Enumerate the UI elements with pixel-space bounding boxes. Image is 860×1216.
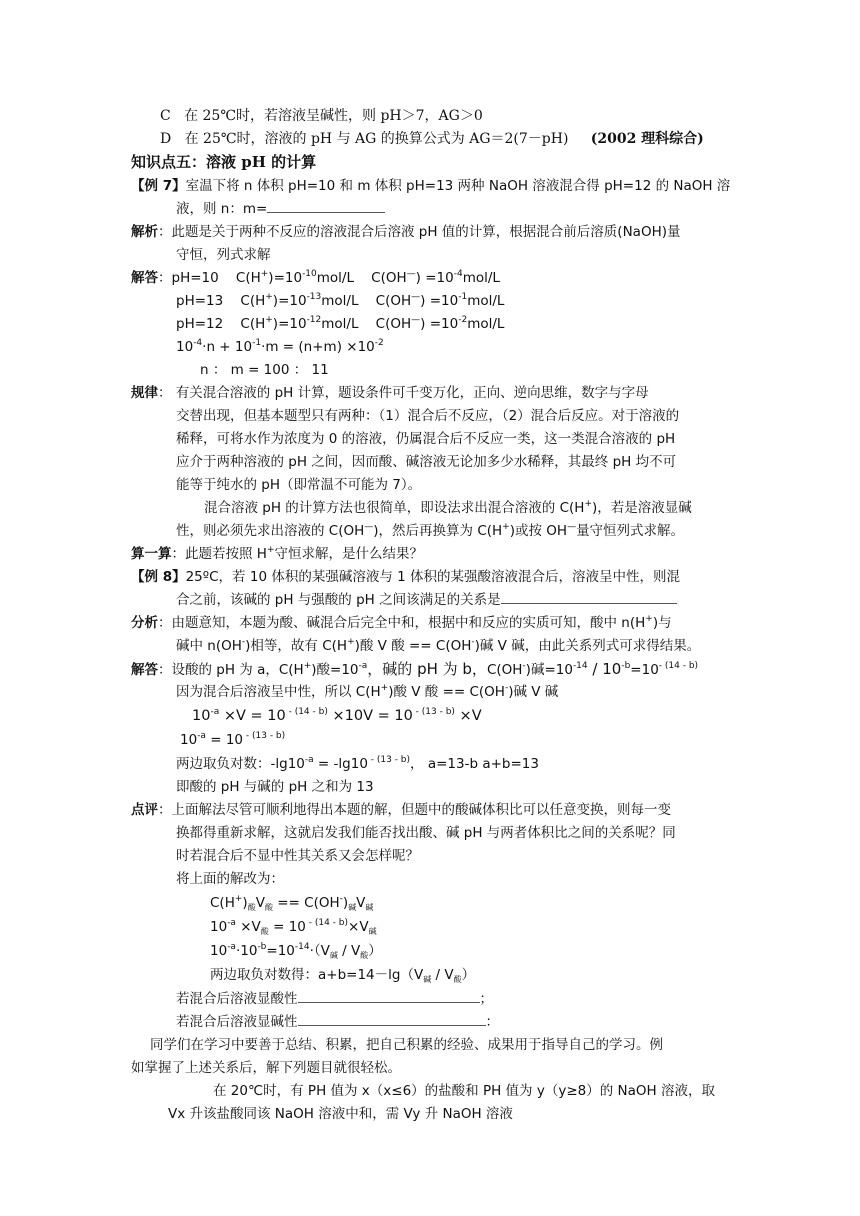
superscript: - bbox=[471, 637, 475, 647]
formula-part: ×V bbox=[235, 919, 261, 935]
comment-label: 点评 bbox=[131, 802, 158, 818]
answer-text: ×10V = 10 bbox=[327, 708, 413, 724]
answer-text: )酸=10 bbox=[311, 662, 359, 678]
subscript: 碱 bbox=[329, 951, 338, 960]
example-8-label: 【例 8】 bbox=[131, 569, 186, 585]
analysis-text: )与 bbox=[652, 615, 672, 631]
formula-part: ×V bbox=[348, 919, 369, 935]
rule-line1 bbox=[131, 383, 649, 403]
analysis-text: 碱中 n(OH bbox=[176, 638, 242, 654]
answer-text: ， a=13-b a+b=13 bbox=[410, 756, 539, 772]
example-8-answer-line4 bbox=[180, 730, 285, 750]
formula-part: / V bbox=[337, 943, 361, 959]
answer-text: =10 bbox=[630, 662, 659, 678]
exponent: - (14 - b) bbox=[285, 707, 328, 717]
superscript: - bbox=[241, 637, 246, 647]
rule-text: 性，则必须先求出溶液的 C(OH bbox=[176, 523, 365, 539]
formula-part: ） bbox=[461, 967, 476, 983]
h-conc-label: C(H bbox=[240, 316, 266, 332]
option-d-text: 在 25℃时，溶液的 pH 与 AG 的换算公式为 AG＝2(7－pH) bbox=[184, 131, 569, 147]
answer-blank[interactable] bbox=[501, 591, 677, 604]
option-d-label: D bbox=[160, 131, 172, 147]
example-7-answer-line1 bbox=[131, 268, 500, 288]
analysis-text: ：由题意知，本题为酸、碱混合后完全中和，根据中和反应的实质可知，酸中 n(H bbox=[158, 615, 646, 631]
answer-text: ，碱的 pH 为 b， bbox=[367, 660, 487, 678]
subscript: 酸 bbox=[453, 975, 462, 984]
rule-line7 bbox=[176, 521, 684, 541]
superscript: + bbox=[584, 499, 592, 509]
example-7-analysis-line2: 守恒，列式求解 bbox=[176, 247, 271, 263]
example-8-answer-line5 bbox=[176, 754, 539, 774]
closing-line2: 如掌握了上述关系后，解下列题目就很轻松。 bbox=[131, 1060, 401, 1076]
answer-text: ：设酸的 pH 为 a，C(H bbox=[158, 662, 304, 678]
option-c-label: C bbox=[160, 108, 171, 124]
subscript: 碱 bbox=[423, 975, 432, 984]
exponent: -b bbox=[621, 661, 631, 671]
example-7-label: 【例 7】 bbox=[131, 178, 186, 194]
exponent: -14 bbox=[294, 942, 310, 952]
exponent: -4 bbox=[453, 269, 463, 279]
exponent: -2 bbox=[374, 338, 384, 348]
calc-text: ：此题若按照 H bbox=[171, 546, 267, 562]
subscript: 酸 bbox=[247, 903, 256, 912]
answer-text: )酸 V 酸 == C(OH bbox=[388, 684, 505, 700]
calc-question bbox=[131, 544, 423, 564]
acid-case bbox=[176, 989, 493, 1009]
subscript: 碱 bbox=[365, 903, 374, 912]
formula-part: 10 bbox=[210, 943, 228, 959]
exponent: -12 bbox=[306, 315, 322, 325]
punct: ； bbox=[479, 991, 493, 1007]
exponent: - (13 - b) bbox=[367, 755, 411, 765]
superscript: + bbox=[266, 545, 275, 555]
oh-conc-label: C(OH bbox=[371, 270, 407, 286]
formula-part: =10 bbox=[266, 943, 295, 959]
exponent: -a bbox=[358, 661, 368, 671]
example-7-answer-line2 bbox=[176, 291, 504, 311]
equals: ) =10 bbox=[420, 316, 459, 332]
unit: mol/L bbox=[316, 270, 354, 286]
exponent: -a bbox=[304, 755, 314, 765]
analysis-text: )相等，故有 C(H bbox=[245, 638, 348, 654]
rule-line6 bbox=[204, 498, 692, 518]
formula-part: == C(OH bbox=[272, 895, 340, 911]
superscript: + bbox=[234, 894, 243, 904]
base-answer-blank[interactable] bbox=[298, 1013, 486, 1026]
example-8-answer-line2 bbox=[176, 682, 558, 702]
superscript: - bbox=[522, 661, 526, 671]
example-7-ratio: n ： m = 100 ： 11 bbox=[200, 362, 329, 378]
answer-text: 因为混合后溶液呈中性，所以 C(H bbox=[176, 684, 381, 700]
h-conc-label: C(H bbox=[240, 293, 266, 309]
example-8-answer-line1 bbox=[131, 659, 698, 680]
exponent: -a bbox=[197, 731, 206, 741]
option-d bbox=[160, 129, 704, 149]
unit: mol/L bbox=[321, 316, 359, 332]
h-conc-label: C(H bbox=[235, 270, 261, 286]
example-8-question-line2 bbox=[176, 590, 677, 610]
closing-line4: Vx 升该盐酸同该 NaOH 溶液中和，需 Vy 升 NaOH 溶液 bbox=[168, 1106, 513, 1122]
example-8-analysis bbox=[131, 613, 672, 633]
example-8-analysis-line2 bbox=[176, 636, 700, 656]
rule-line5: 能等于纯水的 pH（即常温不可能为 7）。 bbox=[176, 477, 422, 493]
example-7-question bbox=[131, 176, 730, 196]
ph-value: pH=13 bbox=[176, 293, 224, 309]
exponent: - (14 - b) bbox=[305, 918, 349, 928]
superscript: — bbox=[411, 315, 421, 325]
exponent: -b bbox=[257, 942, 267, 952]
answer-text: C(OH bbox=[486, 662, 523, 678]
example-8-answer-line3 bbox=[192, 706, 482, 726]
ph-value: ：pH=10 bbox=[158, 270, 219, 286]
formula-part: C(H bbox=[210, 895, 235, 911]
closing-line3: 在 20℃时，有 PH 值为 x（x≤6）的盐酸和 PH 值为 y（y≥8）的 NaOH 溶液，取 bbox=[213, 1083, 715, 1099]
formula-line1 bbox=[210, 893, 373, 913]
example-8-question bbox=[131, 567, 680, 587]
superscript: + bbox=[502, 522, 510, 532]
rule-label: 规律 bbox=[131, 385, 158, 401]
example-7-question-line2 bbox=[176, 199, 385, 219]
base-case bbox=[176, 1012, 499, 1032]
example-7-text-line2: 液，则 n：m= bbox=[176, 201, 268, 217]
example-8-answer-line6: 即酸的 pH 与碱的 pH 之和为 13 bbox=[176, 779, 374, 795]
example-7-analysis bbox=[131, 222, 681, 242]
superscript: + bbox=[265, 292, 273, 302]
eq-part: ·n + 10 bbox=[202, 339, 253, 355]
exponent: - (14 - b) bbox=[658, 661, 699, 671]
superscript: + bbox=[303, 661, 312, 671]
equals: ) =10 bbox=[420, 293, 459, 309]
superscript: - bbox=[339, 894, 343, 904]
rule-text: ： 有关混合溶液的 pH 计算，题设条件可千变万化，正向、逆向思维，数字与字母 bbox=[158, 385, 649, 401]
example-7-equation bbox=[176, 337, 384, 357]
unit: mol/L bbox=[321, 293, 359, 309]
example-7-text-line: 室温下将 n 体积 pH=10 和 m 体积 pH=13 两种 NaOH 溶液混合得 pH=12 的 NaOH 溶 bbox=[185, 178, 731, 194]
answer-text: 10 bbox=[192, 708, 211, 724]
analysis-label: 解析 bbox=[131, 224, 158, 240]
comment-line2: 换都得重新求解，这就启发我们能否找出酸、碱 pH 与两者体积比之间的关系呢？同 bbox=[176, 825, 676, 841]
exponent: - (13 - b) bbox=[412, 707, 455, 717]
exponent: -10 bbox=[302, 269, 317, 279]
formula-part: ·（V bbox=[309, 943, 330, 959]
exponent: -1 bbox=[458, 292, 468, 302]
comment-line4: 将上面的解改为： bbox=[176, 871, 284, 887]
analysis-text: )碱 V 碱，由此关系列式可求得结果。 bbox=[474, 638, 701, 654]
rule-text: )，然后再换算为 C(H bbox=[373, 523, 503, 539]
answer-text: )碱=10 bbox=[525, 662, 573, 678]
eq-part: 10 bbox=[176, 339, 194, 355]
superscript: + bbox=[260, 269, 269, 279]
exponent: -13 bbox=[306, 292, 322, 302]
oh-conc-label: C(OH bbox=[375, 293, 412, 309]
equals: ) =10 bbox=[415, 270, 454, 286]
punct: ： bbox=[485, 1014, 499, 1030]
formula-line2 bbox=[210, 917, 377, 937]
example-8-text: 合之前，该碱的 pH 与强酸的 pH 之间该满足的关系是 bbox=[176, 592, 501, 608]
answer-text: )碱 V 碱 bbox=[508, 684, 559, 700]
rule-line2: 交替出现，但基本题型只有两种：（1）混合后不反应，（2）混合后反应。对于溶液的 bbox=[176, 408, 680, 424]
rule-line3: 稀释，可将水作为浓度为 0 的溶液，仍属混合后不反应一类，这一类混合溶液的 pH bbox=[176, 431, 676, 447]
comment-text: ：上面解法尽管可顺利地得出本题的解，但题中的酸碱体积比可以任意变换，则每一变 bbox=[158, 802, 671, 818]
formula-part: V bbox=[255, 895, 265, 911]
equals: )=10 bbox=[272, 293, 307, 309]
option-c-text: 在 25℃时，若溶液呈碱性，则 pH＞7，AG＞0 bbox=[184, 108, 483, 124]
eq-part: ·m = (n+m) ×10 bbox=[261, 339, 375, 355]
superscript: + bbox=[380, 683, 389, 693]
exponent: -1 bbox=[252, 338, 262, 348]
closing-line1: 同学们在学习中要善于总结、积累，把自己积累的经验、成果用于指导自己的学习。例 bbox=[150, 1037, 663, 1053]
superscript: — bbox=[411, 292, 421, 302]
unit: mol/L bbox=[467, 316, 505, 332]
acid-answer-blank[interactable] bbox=[298, 990, 480, 1003]
case-text: 若混合后溶液显酸性 bbox=[176, 991, 298, 1007]
exponent: -2 bbox=[458, 315, 468, 325]
subscript: 酸 bbox=[260, 927, 269, 936]
answer-text: 两边取负对数：-lg10 bbox=[176, 756, 305, 772]
superscript: — bbox=[406, 269, 416, 279]
superscript: — bbox=[364, 522, 374, 532]
formula-part: / V bbox=[431, 967, 454, 983]
unit: mol/L bbox=[462, 270, 500, 286]
exponent: - (13 - b) bbox=[243, 731, 286, 741]
formula-part: ) bbox=[342, 895, 349, 911]
equals: )=10 bbox=[268, 270, 303, 286]
formula-part: ） bbox=[368, 943, 382, 959]
oh-conc-label: C(OH bbox=[375, 316, 412, 332]
superscript: + bbox=[645, 614, 653, 624]
answer-text: ×V bbox=[454, 708, 482, 724]
example-7-answer-line3 bbox=[176, 314, 504, 334]
superscript: — bbox=[567, 522, 577, 532]
analysis-label: 分析 bbox=[131, 615, 158, 631]
rule-text: )或按 OH bbox=[509, 523, 568, 539]
exponent: -a bbox=[210, 707, 220, 717]
equals: )=10 bbox=[272, 316, 307, 332]
rule-text: )，若是溶液显碱 bbox=[592, 500, 692, 516]
answer-text: ×V = 10 bbox=[219, 708, 286, 724]
answer-label: 解答 bbox=[131, 270, 158, 286]
option-d-source: (2002 理科综合) bbox=[590, 131, 704, 147]
formula-part: ·10 bbox=[235, 943, 258, 959]
exponent: -a bbox=[227, 942, 236, 952]
superscript: + bbox=[265, 315, 273, 325]
formula-part: V bbox=[356, 895, 366, 911]
rule-text: 量守恒列式求解。 bbox=[576, 523, 685, 539]
subscript: 碱 bbox=[348, 903, 357, 912]
answer-text: = -lg10 bbox=[313, 756, 368, 772]
answer-text: / 10 bbox=[587, 660, 622, 678]
ph-value: pH=12 bbox=[176, 316, 224, 332]
exponent: -14 bbox=[572, 661, 588, 671]
formula-part: 10 bbox=[210, 919, 228, 935]
comment-line3: 时若混合后不显中性其关系又会怎样呢？ bbox=[176, 848, 419, 864]
formula-part: = 10 bbox=[268, 919, 306, 935]
example-8-text: 25ºC，若 10 体积的某强碱溶液与 1 体积的某强酸溶液混合后，溶液呈中性，则混 bbox=[185, 569, 680, 585]
answer-text: = 10 bbox=[205, 732, 244, 748]
comment-line1 bbox=[131, 800, 671, 820]
rule-line4: 应介于两种溶液的 pH 之间，因而酸、碱溶液无论加多少水稀释，其最终 pH 均不可 bbox=[176, 454, 677, 470]
answer-blank[interactable] bbox=[267, 200, 385, 213]
formula-line4 bbox=[210, 965, 475, 985]
superscript: + bbox=[347, 637, 355, 647]
formula-line3 bbox=[210, 941, 382, 961]
analysis-text: )酸 V 酸 == C(OH bbox=[354, 638, 472, 654]
subscript: 酸 bbox=[264, 903, 273, 912]
answer-label: 解答 bbox=[131, 662, 158, 678]
option-c bbox=[160, 106, 483, 126]
section-title: 知识点五：溶液 pH 的计算 bbox=[131, 153, 317, 171]
calc-label: 算一算 bbox=[131, 546, 172, 562]
exponent: -a bbox=[227, 918, 236, 928]
rule-text: 混合溶液 pH 的计算方法也很简单，即设法求出混合溶液的 C(H bbox=[204, 500, 585, 516]
formula-part: ) bbox=[242, 895, 248, 911]
exponent: -4 bbox=[193, 338, 203, 348]
calc-text: 守恒求解，是什么结果？ bbox=[274, 546, 423, 562]
analysis-text: ：此题是关于两种不反应的溶液混合后溶液 pH 值的计算，根据混合前后溶质(NaOH)量 bbox=[158, 224, 681, 240]
unit: mol/L bbox=[467, 293, 505, 309]
formula-part: 两边取负对数得：a+b=14－lg（V bbox=[210, 967, 424, 983]
subscript: 碱 bbox=[368, 927, 377, 936]
answer-text: 10 bbox=[180, 732, 198, 748]
case-text: 若混合后溶液显碱性 bbox=[176, 1014, 298, 1030]
superscript: - bbox=[504, 683, 509, 693]
subscript: 酸 bbox=[360, 951, 369, 960]
